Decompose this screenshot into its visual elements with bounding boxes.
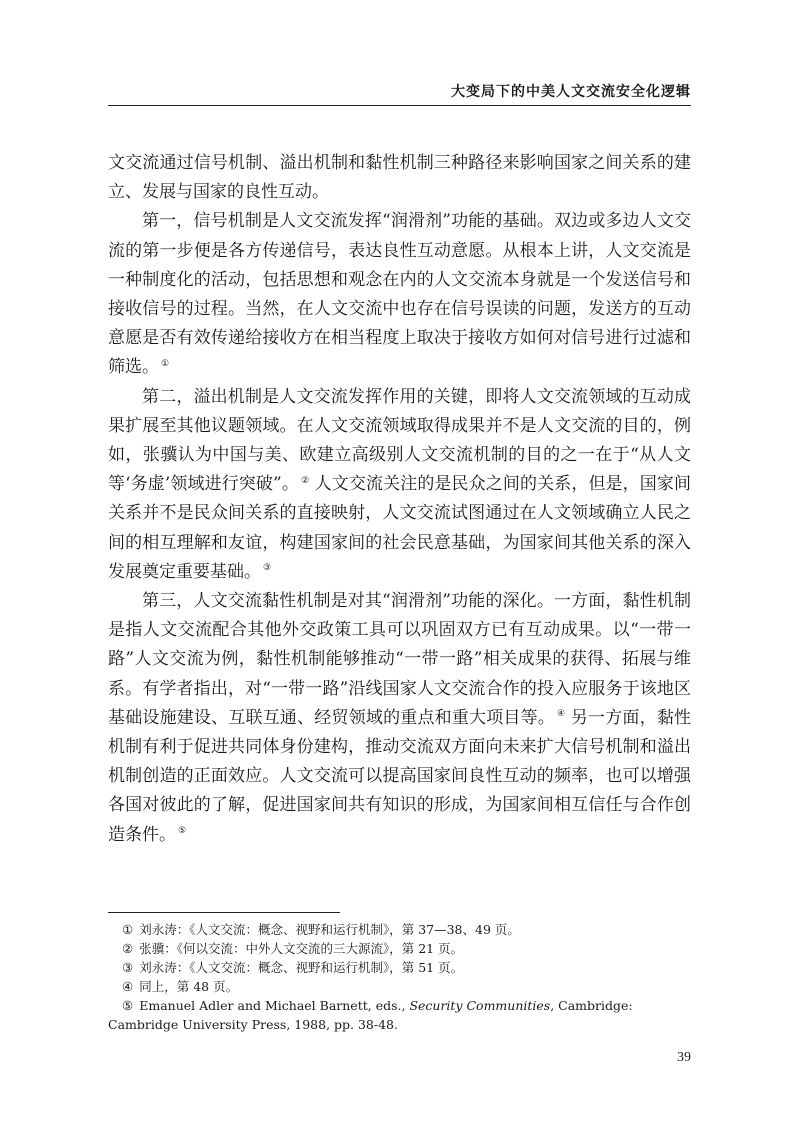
footnote-ref-3[interactable]: ③ [263,563,272,574]
paragraph-3-text-b: 人文交流关注的是民众之间的关系，但是，国家间关系并不是民众间关系的直接映射，人文交流试图通过在人文领域确立人民之间的相互理解和友谊，构建国家间的社会民意基础，为国家间其他关系的深入发展奠定重要基础。 [108,474,691,582]
footnotes [108,920,691,1034]
footnote-text: 刘永涛：《人文交流：概念、视野和运行机制》，第 37—38、49 页。 [139,922,520,937]
footnote-3 [108,958,691,977]
footnote-rule [108,912,340,913]
footnote-text-after: , Cambridge: Cambridge University Press, 1988, pp. 38-48. [108,998,633,1032]
footnote-text: 同上，第 48 页。 [139,979,239,994]
paragraph-4 [108,587,691,850]
footnote-5 [108,996,691,1034]
footnote-number: ③ [122,960,134,975]
footnote-ref-5[interactable]: ⑤ [178,826,187,837]
footnote-number: ② [122,941,134,956]
paragraph-4-text-a: 第三，人文交流黏性机制是对其“润滑剂”功能的深化。一方面，黏性机制是指人文交流配合其他外交政策工具可以巩固双方已有互动成果。以“一带一路”人文交流为例，黏性机制能够推动“一带一路”相关成果的获得、拓展与维系。有学者指出，对“一带一路”沿线国家人文交流合作的投入应服务于该地区基础设施建设、互联互通、经贸领域的重点和重大项目等。 [108,591,691,728]
footnote-text: 张骥：《何以交流：中外人文交流的三大源流》，第 21 页。 [139,941,464,956]
footnote-number: ① [122,922,134,937]
paragraph-2 [108,207,691,382]
footnote-number: ⑤ [122,998,134,1013]
footnote-book-title: Security Communities [409,998,551,1013]
footnote-ref-1[interactable]: ① [161,358,170,369]
footnote-4 [108,977,691,996]
footnote-1 [108,920,691,939]
page-number: 39 [677,1050,691,1065]
running-header: 大变局下的中美人文交流安全化逻辑 [451,84,691,100]
paragraph-3-text-a: 第二，溢出机制是人文交流发挥作用的关键，即将人文交流领域的互动成果扩展至其他议题领域。在人文交流领域取得成果并不是人文交流的目的，例如，张骥认为中国与美、欧建立高级别人文交流机制的目的之一在于“从人文等‘务虚’领域进行突破”。 [108,386,691,495]
footnote-ref-2[interactable]: ② [300,475,310,486]
footnote-text: 刘永涛：《人文交流：概念、视野和运行机制》，第 51 页。 [139,960,464,975]
footnote-text-before: Emanuel Adler and Michael Barnett, eds., [139,998,410,1013]
footnote-number: ④ [122,979,134,994]
paragraph-1 [108,149,691,207]
paragraph-4-text-b: 另一方面，黏性机制有利于促进共同体身份建构，推动交流双方面向未来扩大信号机制和溢出机制创造的正面效应。人文交流可以提高国家间良性互动的频率，也可以增强各国对彼此的了解，促进国家间共有知识的形成，为国家间相互信任与合作创造条件。 [108,707,692,845]
paragraph-2-text: 第一，信号机制是人文交流发挥“润滑剂”功能的基础。双边或多边人文交流的第一步便是各方传递信号，表达良性互动意愿。从根本上讲，人文交流是一种制度化的活动，包括思想和观念在内的人文交流本身就是一个发送信号和接收信号的过程。当然，在人文交流中也存在信号误读的问题，发送方的互动意愿是否有效传递给接收方在相当程度上取决于接收方如何对信号进行过滤和筛选。 [108,211,691,378]
footnote-2 [108,939,691,958]
body-text [108,149,691,850]
paragraph-1-text: 文交流通过信号机制、溢出机制和黏性机制三种路径来影响国家之间关系的建立、发展与国家的良性互动。 [108,153,691,203]
footnote-ref-4[interactable]: ④ [556,709,566,720]
paragraph-3 [108,383,691,587]
header-rule [108,105,691,106]
